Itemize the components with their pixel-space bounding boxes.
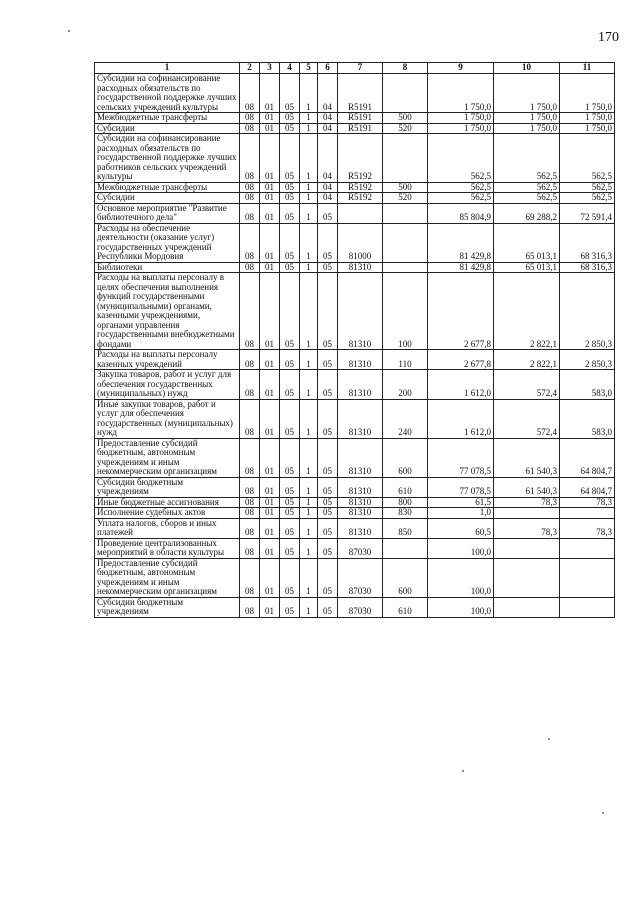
row-cell-c4: 05 — [280, 597, 300, 617]
column-header: 2 — [240, 63, 260, 74]
row-cell-c3: 01 — [260, 508, 280, 519]
row-cell-c10: 1 750,0 — [494, 123, 560, 134]
row-name-cell: Субсидии бюджетным учреждениям — [95, 597, 240, 617]
table-row — [95, 558, 615, 597]
row-cell-c5: 1 — [300, 558, 318, 597]
column-header: 3 — [260, 63, 280, 74]
row-cell-c5: 1 — [300, 597, 318, 617]
row-cell-c8: 600 — [383, 438, 428, 477]
row-cell-c11: 562,5 — [560, 193, 615, 204]
row-cell-c11: 64 804,7 — [560, 477, 615, 497]
column-header: 9 — [428, 63, 494, 74]
row-cell-c7: R5191 — [338, 113, 383, 124]
table-row — [95, 438, 615, 477]
row-cell-c2: 08 — [240, 538, 260, 558]
row-cell-c6: 04 — [318, 134, 338, 183]
row-cell-c8 — [383, 74, 428, 113]
row-cell-c11: 78,3 — [560, 497, 615, 508]
row-cell-c2: 08 — [240, 508, 260, 519]
row-cell-c5: 1 — [300, 193, 318, 204]
column-header: 7 — [338, 63, 383, 74]
row-cell-c8: 240 — [383, 399, 428, 438]
row-name-cell: Предоставление субсидий бюджетным, автономным учреждениям и иным некоммерческим организациям — [95, 438, 240, 477]
table-row — [95, 477, 615, 497]
page-number: 170 — [598, 30, 619, 45]
row-name-cell: Исполнение судебных актов — [95, 508, 240, 519]
row-cell-c5: 1 — [300, 518, 318, 538]
row-cell-c3: 01 — [260, 193, 280, 204]
row-cell-c8: 200 — [383, 370, 428, 400]
column-header: 8 — [383, 63, 428, 74]
row-cell-c7: 81310 — [338, 370, 383, 400]
row-cell-c9: 2 677,8 — [428, 273, 494, 350]
row-cell-c2: 08 — [240, 597, 260, 617]
row-cell-c5: 1 — [300, 134, 318, 183]
row-cell-c6: 05 — [318, 508, 338, 519]
row-cell-c4: 05 — [280, 123, 300, 134]
row-cell-c7: R5191 — [338, 123, 383, 134]
row-cell-c11 — [560, 508, 615, 519]
row-name-cell: Субсидии — [95, 123, 240, 134]
row-cell-c9: 85 804,9 — [428, 203, 494, 223]
row-cell-c3: 01 — [260, 399, 280, 438]
row-cell-c6: 05 — [318, 497, 338, 508]
row-name-cell: Субсидии бюджетным учреждениям — [95, 477, 240, 497]
table-row — [95, 508, 615, 519]
row-cell-c7: R5192 — [338, 193, 383, 204]
row-cell-c10 — [494, 558, 560, 597]
row-cell-c4: 05 — [280, 193, 300, 204]
row-cell-c6: 05 — [318, 438, 338, 477]
row-cell-c10: 78,3 — [494, 497, 560, 508]
row-cell-c4: 05 — [280, 508, 300, 519]
row-cell-c3: 01 — [260, 497, 280, 508]
row-cell-c10: 1 750,0 — [494, 113, 560, 124]
row-cell-c8: 500 — [383, 113, 428, 124]
row-cell-c2: 08 — [240, 370, 260, 400]
row-cell-c9: 100,0 — [428, 597, 494, 617]
row-cell-c10: 572,4 — [494, 370, 560, 400]
row-cell-c2: 08 — [240, 193, 260, 204]
row-cell-c2: 08 — [240, 203, 260, 223]
row-cell-c11: 583,0 — [560, 399, 615, 438]
row-cell-c6: 04 — [318, 182, 338, 193]
row-cell-c10: 562,5 — [494, 134, 560, 183]
row-cell-c5: 1 — [300, 273, 318, 350]
row-cell-c9: 61,5 — [428, 497, 494, 508]
row-cell-c2: 08 — [240, 438, 260, 477]
table-row — [95, 134, 615, 183]
row-cell-c10: 78,3 — [494, 518, 560, 538]
row-cell-c10: 562,5 — [494, 182, 560, 193]
row-cell-c11: 68 316,3 — [560, 223, 615, 262]
row-cell-c2: 08 — [240, 350, 260, 370]
row-cell-c5: 1 — [300, 477, 318, 497]
row-cell-c3: 01 — [260, 597, 280, 617]
row-cell-c2: 08 — [240, 477, 260, 497]
row-cell-c6: 05 — [318, 399, 338, 438]
table-row — [95, 350, 615, 370]
row-cell-c4: 05 — [280, 438, 300, 477]
column-header: 11 — [560, 63, 615, 74]
row-cell-c7 — [338, 203, 383, 223]
row-cell-c3: 01 — [260, 203, 280, 223]
row-cell-c11: 562,5 — [560, 134, 615, 183]
row-cell-c11: 72 591,4 — [560, 203, 615, 223]
row-cell-c4: 05 — [280, 497, 300, 508]
row-name-cell: Расходы на выплаты персоналу казенных учреждений — [95, 350, 240, 370]
row-cell-c4: 05 — [280, 558, 300, 597]
table-row — [95, 193, 615, 204]
row-cell-c3: 01 — [260, 538, 280, 558]
row-cell-c8: 500 — [383, 182, 428, 193]
row-name-cell: Межбюджетные трансферты — [95, 113, 240, 124]
row-cell-c3: 01 — [260, 558, 280, 597]
row-cell-c5: 1 — [300, 223, 318, 262]
row-cell-c2: 08 — [240, 223, 260, 262]
row-cell-c3: 01 — [260, 438, 280, 477]
row-cell-c7: R5191 — [338, 74, 383, 113]
row-name-cell: Субсидии — [95, 193, 240, 204]
row-name-cell: Субсидии на софинансирование расходных обязательств по государственной поддержке лучших сельских учреждений культуры — [95, 74, 240, 113]
row-cell-c4: 05 — [280, 113, 300, 124]
table-row — [95, 518, 615, 538]
row-name-cell: Расходы на обеспечение деятельности (оказание услуг) государственных учреждений Республики Мордовия — [95, 223, 240, 262]
row-cell-c9: 1 750,0 — [428, 74, 494, 113]
row-cell-c4: 05 — [280, 203, 300, 223]
row-cell-c9: 562,5 — [428, 182, 494, 193]
row-cell-c5: 1 — [300, 350, 318, 370]
row-cell-c7: 81310 — [338, 262, 383, 273]
row-cell-c6: 05 — [318, 518, 338, 538]
row-name-cell: Основное мероприятие "Развитие библиотечного дела" — [95, 203, 240, 223]
row-cell-c7: 81310 — [338, 438, 383, 477]
row-cell-c11: 583,0 — [560, 370, 615, 400]
row-cell-c9: 81 429,8 — [428, 262, 494, 273]
row-cell-c9: 1 612,0 — [428, 399, 494, 438]
row-name-cell: Закупка товаров, работ и услуг для обеспечения государственных (муниципальных) нужд — [95, 370, 240, 400]
column-header: 4 — [280, 63, 300, 74]
row-name-cell: Расходы на выплаты персоналу в целях обеспечения выполнения функций государственными (муниципальными) органами, казенными учреждениями, органами управления государственными внебюджетными фондами — [95, 273, 240, 350]
row-cell-c4: 05 — [280, 399, 300, 438]
column-header: 6 — [318, 63, 338, 74]
row-cell-c6: 05 — [318, 273, 338, 350]
row-cell-c3: 01 — [260, 370, 280, 400]
row-cell-c8: 610 — [383, 597, 428, 617]
row-cell-c8: 520 — [383, 193, 428, 204]
row-cell-c5: 1 — [300, 508, 318, 519]
row-cell-c9: 100,0 — [428, 558, 494, 597]
column-header: 1 — [95, 63, 240, 74]
row-cell-c2: 08 — [240, 273, 260, 350]
row-cell-c7: 81310 — [338, 508, 383, 519]
row-cell-c10: 2 822,1 — [494, 273, 560, 350]
row-cell-c6: 05 — [318, 558, 338, 597]
row-name-cell: Межбюджетные трансферты — [95, 182, 240, 193]
row-cell-c11: 1 750,0 — [560, 74, 615, 113]
row-cell-c7: 81310 — [338, 477, 383, 497]
row-cell-c3: 01 — [260, 477, 280, 497]
table-row — [95, 113, 615, 124]
row-cell-c7: 81310 — [338, 350, 383, 370]
row-cell-c9: 60,5 — [428, 518, 494, 538]
row-cell-c3: 01 — [260, 113, 280, 124]
row-cell-c8: 520 — [383, 123, 428, 134]
budget-table — [94, 62, 615, 618]
table-row — [95, 262, 615, 273]
row-cell-c9: 77 078,5 — [428, 438, 494, 477]
row-cell-c11 — [560, 597, 615, 617]
row-cell-c9: 1,0 — [428, 508, 494, 519]
row-cell-c10: 65 013,1 — [494, 262, 560, 273]
row-cell-c6: 05 — [318, 597, 338, 617]
row-cell-c10: 69 288,2 — [494, 203, 560, 223]
row-cell-c7: 81000 — [338, 223, 383, 262]
row-cell-c8 — [383, 223, 428, 262]
row-cell-c2: 08 — [240, 182, 260, 193]
scan-speck — [68, 30, 70, 32]
scan-speck — [548, 738, 550, 740]
row-name-cell: Иные закупки товаров, работ и услуг для обеспечения государственных (муниципальных) нужд — [95, 399, 240, 438]
row-cell-c3: 01 — [260, 134, 280, 183]
table-body — [95, 74, 615, 618]
row-cell-c8: 110 — [383, 350, 428, 370]
row-name-cell: Субсидии на софинансирование расходных обязательств по государственной поддержке лучших работников сельских учреждений культуры — [95, 134, 240, 183]
row-cell-c7: 81310 — [338, 273, 383, 350]
row-cell-c8 — [383, 538, 428, 558]
row-cell-c5: 1 — [300, 438, 318, 477]
row-cell-c3: 01 — [260, 123, 280, 134]
row-cell-c7: 87030 — [338, 538, 383, 558]
row-cell-c6: 04 — [318, 113, 338, 124]
row-cell-c7: 87030 — [338, 558, 383, 597]
row-cell-c8: 800 — [383, 497, 428, 508]
table-row — [95, 370, 615, 400]
row-cell-c10: 562,5 — [494, 193, 560, 204]
row-cell-c11: 1 750,0 — [560, 123, 615, 134]
row-cell-c4: 05 — [280, 182, 300, 193]
row-cell-c9: 562,5 — [428, 193, 494, 204]
row-cell-c8: 600 — [383, 558, 428, 597]
scan-speck — [462, 770, 464, 772]
row-cell-c2: 08 — [240, 74, 260, 113]
row-cell-c9: 2 677,8 — [428, 350, 494, 370]
row-cell-c2: 08 — [240, 123, 260, 134]
row-cell-c5: 1 — [300, 113, 318, 124]
table-row — [95, 223, 615, 262]
table-row — [95, 399, 615, 438]
row-cell-c8: 850 — [383, 518, 428, 538]
row-cell-c6: 04 — [318, 123, 338, 134]
row-cell-c10: 572,4 — [494, 399, 560, 438]
row-cell-c9: 1 750,0 — [428, 123, 494, 134]
row-cell-c4: 05 — [280, 350, 300, 370]
row-cell-c6: 05 — [318, 477, 338, 497]
row-cell-c2: 08 — [240, 262, 260, 273]
row-cell-c10 — [494, 538, 560, 558]
row-name-cell: Проведение централизованных мероприятий в области культуры — [95, 538, 240, 558]
row-cell-c6: 05 — [318, 203, 338, 223]
row-cell-c6: 04 — [318, 193, 338, 204]
row-cell-c5: 1 — [300, 203, 318, 223]
row-cell-c2: 08 — [240, 518, 260, 538]
table-header-row — [95, 63, 615, 74]
table-row — [95, 497, 615, 508]
row-cell-c11: 562,5 — [560, 182, 615, 193]
row-cell-c7: R5192 — [338, 134, 383, 183]
row-cell-c5: 1 — [300, 399, 318, 438]
row-cell-c4: 05 — [280, 262, 300, 273]
row-cell-c6: 05 — [318, 538, 338, 558]
row-cell-c9: 77 078,5 — [428, 477, 494, 497]
row-cell-c11: 2 850,3 — [560, 350, 615, 370]
row-cell-c4: 05 — [280, 134, 300, 183]
row-cell-c7: R5192 — [338, 182, 383, 193]
row-cell-c6: 05 — [318, 370, 338, 400]
row-cell-c4: 05 — [280, 74, 300, 113]
row-cell-c8 — [383, 134, 428, 183]
row-cell-c11: 2 850,3 — [560, 273, 615, 350]
row-cell-c7: 81310 — [338, 399, 383, 438]
row-cell-c5: 1 — [300, 74, 318, 113]
row-cell-c10: 65 013,1 — [494, 223, 560, 262]
row-cell-c5: 1 — [300, 182, 318, 193]
row-cell-c5: 1 — [300, 370, 318, 400]
row-cell-c6: 05 — [318, 262, 338, 273]
row-cell-c9: 1 612,0 — [428, 370, 494, 400]
row-cell-c3: 01 — [260, 273, 280, 350]
row-cell-c9: 100,0 — [428, 538, 494, 558]
table-row — [95, 182, 615, 193]
row-cell-c4: 05 — [280, 370, 300, 400]
row-cell-c5: 1 — [300, 262, 318, 273]
row-cell-c8 — [383, 203, 428, 223]
row-cell-c7: 81310 — [338, 518, 383, 538]
row-cell-c4: 05 — [280, 518, 300, 538]
row-cell-c8: 100 — [383, 273, 428, 350]
row-cell-c2: 08 — [240, 399, 260, 438]
row-cell-c4: 05 — [280, 477, 300, 497]
scan-speck — [602, 812, 604, 814]
row-cell-c11: 68 316,3 — [560, 262, 615, 273]
row-cell-c10: 1 750,0 — [494, 74, 560, 113]
row-cell-c3: 01 — [260, 262, 280, 273]
row-cell-c4: 05 — [280, 538, 300, 558]
row-name-cell: Уплата налогов, сборов и иных платежей — [95, 518, 240, 538]
row-cell-c4: 05 — [280, 223, 300, 262]
row-cell-c2: 08 — [240, 558, 260, 597]
row-cell-c9: 81 429,8 — [428, 223, 494, 262]
row-cell-c2: 08 — [240, 113, 260, 124]
row-cell-c8: 830 — [383, 508, 428, 519]
row-name-cell: Предоставление субсидий бюджетным, автономным учреждениям и иным некоммерческим организациям — [95, 558, 240, 597]
row-cell-c10 — [494, 597, 560, 617]
row-cell-c11: 1 750,0 — [560, 113, 615, 124]
row-cell-c10 — [494, 508, 560, 519]
row-cell-c11 — [560, 558, 615, 597]
row-cell-c5: 1 — [300, 538, 318, 558]
row-cell-c7: 87030 — [338, 597, 383, 617]
column-header: 10 — [494, 63, 560, 74]
row-cell-c10: 2 822,1 — [494, 350, 560, 370]
row-cell-c3: 01 — [260, 350, 280, 370]
table-row — [95, 123, 615, 134]
row-cell-c6: 04 — [318, 74, 338, 113]
row-name-cell: Иные бюджетные ассигнования — [95, 497, 240, 508]
row-cell-c11: 78,3 — [560, 518, 615, 538]
row-cell-c3: 01 — [260, 74, 280, 113]
column-header: 5 — [300, 63, 318, 74]
row-cell-c9: 562,5 — [428, 134, 494, 183]
row-cell-c3: 01 — [260, 182, 280, 193]
table-row — [95, 597, 615, 617]
table-row — [95, 273, 615, 350]
row-cell-c10: 61 540,3 — [494, 477, 560, 497]
row-cell-c5: 1 — [300, 497, 318, 508]
row-cell-c2: 08 — [240, 134, 260, 183]
table-row — [95, 203, 615, 223]
row-cell-c3: 01 — [260, 223, 280, 262]
table-row — [95, 538, 615, 558]
row-cell-c11 — [560, 538, 615, 558]
table-row — [95, 74, 615, 113]
row-cell-c11: 64 804,7 — [560, 438, 615, 477]
row-cell-c3: 01 — [260, 518, 280, 538]
row-cell-c7: 81310 — [338, 497, 383, 508]
row-cell-c5: 1 — [300, 123, 318, 134]
row-cell-c6: 05 — [318, 350, 338, 370]
row-cell-c10: 61 540,3 — [494, 438, 560, 477]
row-cell-c9: 1 750,0 — [428, 113, 494, 124]
row-cell-c8 — [383, 262, 428, 273]
row-cell-c4: 05 — [280, 273, 300, 350]
row-cell-c2: 08 — [240, 497, 260, 508]
row-name-cell: Библиотеки — [95, 262, 240, 273]
row-cell-c6: 05 — [318, 223, 338, 262]
row-cell-c8: 610 — [383, 477, 428, 497]
